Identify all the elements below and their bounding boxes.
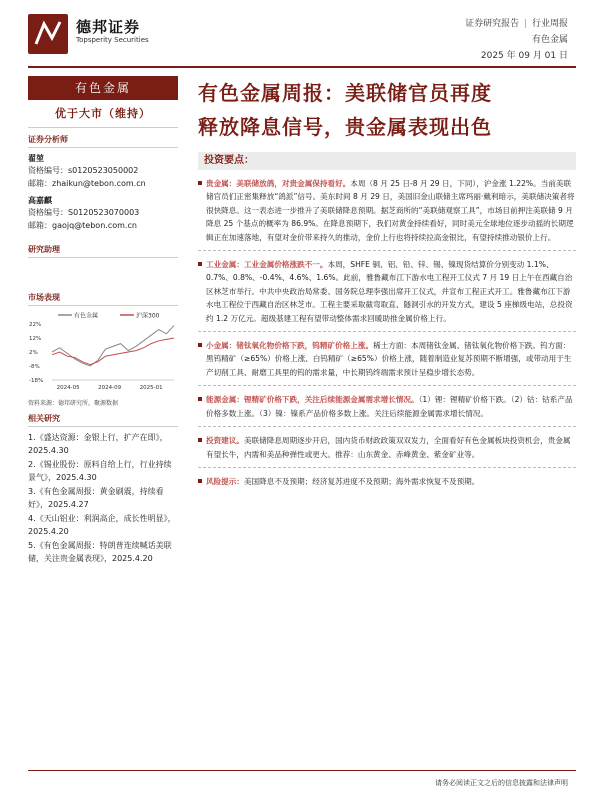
legend-label-1: 有色金属 <box>74 312 99 320</box>
main-content <box>198 76 576 488</box>
report-sector: 有色金属 <box>531 35 568 45</box>
analyst-name: 翟堃 <box>28 154 44 163</box>
bullet-icon <box>198 181 202 185</box>
para-lead: 工业金属：工业金属价格涨跌不一。 <box>206 260 328 270</box>
para-lead: 贵金属：美联储放鸽，对贵金属保持看好。 <box>206 179 351 188</box>
market-section-title: 市场表现 <box>28 292 178 306</box>
x-tick-label: 2024-09 <box>98 385 122 391</box>
para-divider <box>198 467 576 468</box>
related-section-title: 相关研究 <box>28 413 178 427</box>
related-list <box>28 431 178 565</box>
analyst-email[interactable]: 邮箱：gaojq@tebon.com.cn <box>28 221 137 230</box>
analyst-cert: 资格编号：S0120523070003 <box>28 208 140 217</box>
market-chart-svg <box>28 310 178 392</box>
para-energy-metals <box>198 393 576 420</box>
para-lead: 小金属：锗钛氧化物价格下跌，钨精矿价格上涨。 <box>206 341 374 351</box>
para-body: 本周，SHFE 铜、铝、铅、锌、锡、镍现货结算价分别变动 1.1%、0.7%、0.8%、-0.4%、4.6%、1.6%。此前，雅鲁藏布江下游水电工程开工仪式 7 月 19 日上午在西藏自治区林芝市举行。中共中央政治局常委、国务院总理李强出席开工仪式，并宣布工程正式开工。雅鲁藏布江下游水电工程位于西藏自治区林芝市。工程主要采取截弯取直、隧洞引水的开发方式，建设 5 座梯级电站，总投资约 1.2 万亿元。超级基建工程有望带动整体需求回暖助推金属价格上行。 <box>206 260 573 323</box>
para-risk-warning <box>198 475 576 488</box>
related-item[interactable]: 2.《锡业股份：原料自给上行，行业持续景气》，2025.4.30 <box>28 460 172 482</box>
para-minor-metals <box>198 339 576 379</box>
para-divider <box>198 331 576 332</box>
para-investment-advice <box>198 434 576 461</box>
rating-label: 优于大市（维持） <box>28 100 178 128</box>
report-type: 证券研究报告 <box>465 19 520 29</box>
para-lead: 投资建议。 <box>206 436 244 446</box>
title-line-1: 有色金属周报：美联储官员再度 <box>198 81 492 105</box>
related-item[interactable]: 3.《有色金属周报：黄金刷震，持续看好》，2025.4.27 <box>28 487 164 509</box>
title-line-2: 释放降息信号，贵金属表现出色 <box>198 115 492 139</box>
report-meta <box>465 16 568 64</box>
para-body: （1）锂：锂精矿价格下跌。（2）钴：钴系产品价格多数上涨。（3）镍：镍系产品价格多数上涨。关注后续能源金属需求增长情况。 <box>206 395 573 418</box>
y-tick-label: 2% <box>29 350 38 356</box>
para-industrial-metals <box>198 258 576 325</box>
analyst-cert: 资格编号：s0120523050002 <box>28 166 139 175</box>
series-line-1 <box>52 325 174 366</box>
x-ticks <box>57 385 163 391</box>
para-body: 美国降息不及预期；经济复苏进度不及预期；海外需求恢复不及预期。 <box>243 476 480 486</box>
bullet-icon <box>198 438 202 442</box>
market-chart <box>28 310 178 396</box>
y-tick-label: -8% <box>29 364 40 370</box>
analyst-name: 高嘉麒 <box>28 196 52 205</box>
para-divider <box>198 385 576 386</box>
brand-logo <box>28 14 68 54</box>
para-divider <box>198 426 576 427</box>
para-divider <box>198 250 576 251</box>
bullet-icon <box>198 397 202 401</box>
brand-name: 德邦证券 <box>76 18 141 36</box>
analyst-section-title: 证券分析师 <box>28 134 178 148</box>
bullet-icon <box>198 262 202 266</box>
footer-rule <box>28 770 576 771</box>
logo-mark-icon <box>28 14 68 54</box>
y-tick-label: -18% <box>29 378 44 384</box>
para-lead: 风险提示： <box>206 476 244 486</box>
header-rule <box>28 66 576 68</box>
related-item[interactable]: 5.《有色金属周报：特朗普连续喊话美联储，关注贵金属表现》，2025.4.20 <box>28 541 172 563</box>
y-tick-label: 22% <box>29 322 42 328</box>
analyst-email[interactable]: 邮箱：zhaikun@tebon.com.cn <box>28 179 146 188</box>
series-lines <box>52 325 174 380</box>
legend-label-2: 沪深300 <box>136 312 160 320</box>
y-ticks <box>29 322 43 384</box>
para-lead: 能源金属：锂精矿价格下跌，关注后续能源金属需求增长情况。 <box>206 395 419 405</box>
meta-separator: | <box>524 19 528 29</box>
industry-label: 有色金属 <box>28 76 178 100</box>
key-points-heading: 投资要点： <box>198 152 576 170</box>
analyst-1 <box>28 153 178 190</box>
para-body: 本周（8 月 25 日-8 月 29 日，下同），沪金涨 1.22%。当前美联储官员们正密集释放“鸽派”信号。美东时间 8 月 29 日，美国旧金山联储主席玛丽·戴利暗示，美联储决策者将很快降息。这一表态进一步推升了美联储降息预期。据芝商所的“美联储观察工具”，市场目前押注美联储 9 月降息 25 个基点的概率为 86.9%。在降息预期下，我们对黄金持续看好，同时美元全球地位逐步动摇的长期逻辑正在加速落地，有望对金价带来持久的推动，金价上行也将持续拉高金银比，有望持续推动银价上行。 <box>206 179 575 242</box>
analyst-2 <box>28 195 178 232</box>
assistant-section-title: 研究助理 <box>28 244 178 258</box>
bullet-icon <box>198 343 202 347</box>
x-tick-label: 2025-01 <box>139 385 163 391</box>
x-tick-label: 2024-05 <box>56 385 80 391</box>
sidebar <box>28 76 178 566</box>
para-body: 稀土方面：本周锗钛金属、锗钛氧化物价格下跌。钨方面：黑钨精矿（≥65%）价格上涨、白钨精矿（≥65%）价格上涨，随着制造业复苏预期不断增强，或带动用于生产切削工具、耐磨工具里的钨的需求量，中长期钨终端需求预计呈稳步增长态势。 <box>206 341 572 377</box>
y-tick-label: 12% <box>29 336 42 342</box>
para-body: 美联储降息周期逐步开启，国内货币财政政策双双发力，全面看好有色金属板块投资机会，贵金属有望长牛，内需和美品种弹性或更大。推荐：山东黄金、赤峰黄金、紫金矿业等。 <box>206 436 571 459</box>
para-precious-metals <box>198 177 576 244</box>
related-item[interactable]: 1.《盛达资源：金银上行，扩产在即》，2025.4.30 <box>28 433 168 455</box>
report-title <box>198 76 576 144</box>
assistant-spacer <box>28 258 178 286</box>
related-item[interactable]: 4.《天山铝业：利润高企，成长性明显》，2025.4.20 <box>28 514 176 536</box>
chart-source: 资料来源：德邦研究所，聚源数据 <box>28 400 119 407</box>
bullet-icon <box>198 479 202 483</box>
brand-english: Topsperity Securities <box>76 36 149 44</box>
footer-disclaimer: 请务必阅读正文之后的信息披露和法律声明 <box>435 779 568 787</box>
report-date: 2025 年 09 月 01 日 <box>480 51 568 61</box>
report-subtype: 行业周报 <box>531 19 568 29</box>
series-line-2 <box>52 338 174 365</box>
